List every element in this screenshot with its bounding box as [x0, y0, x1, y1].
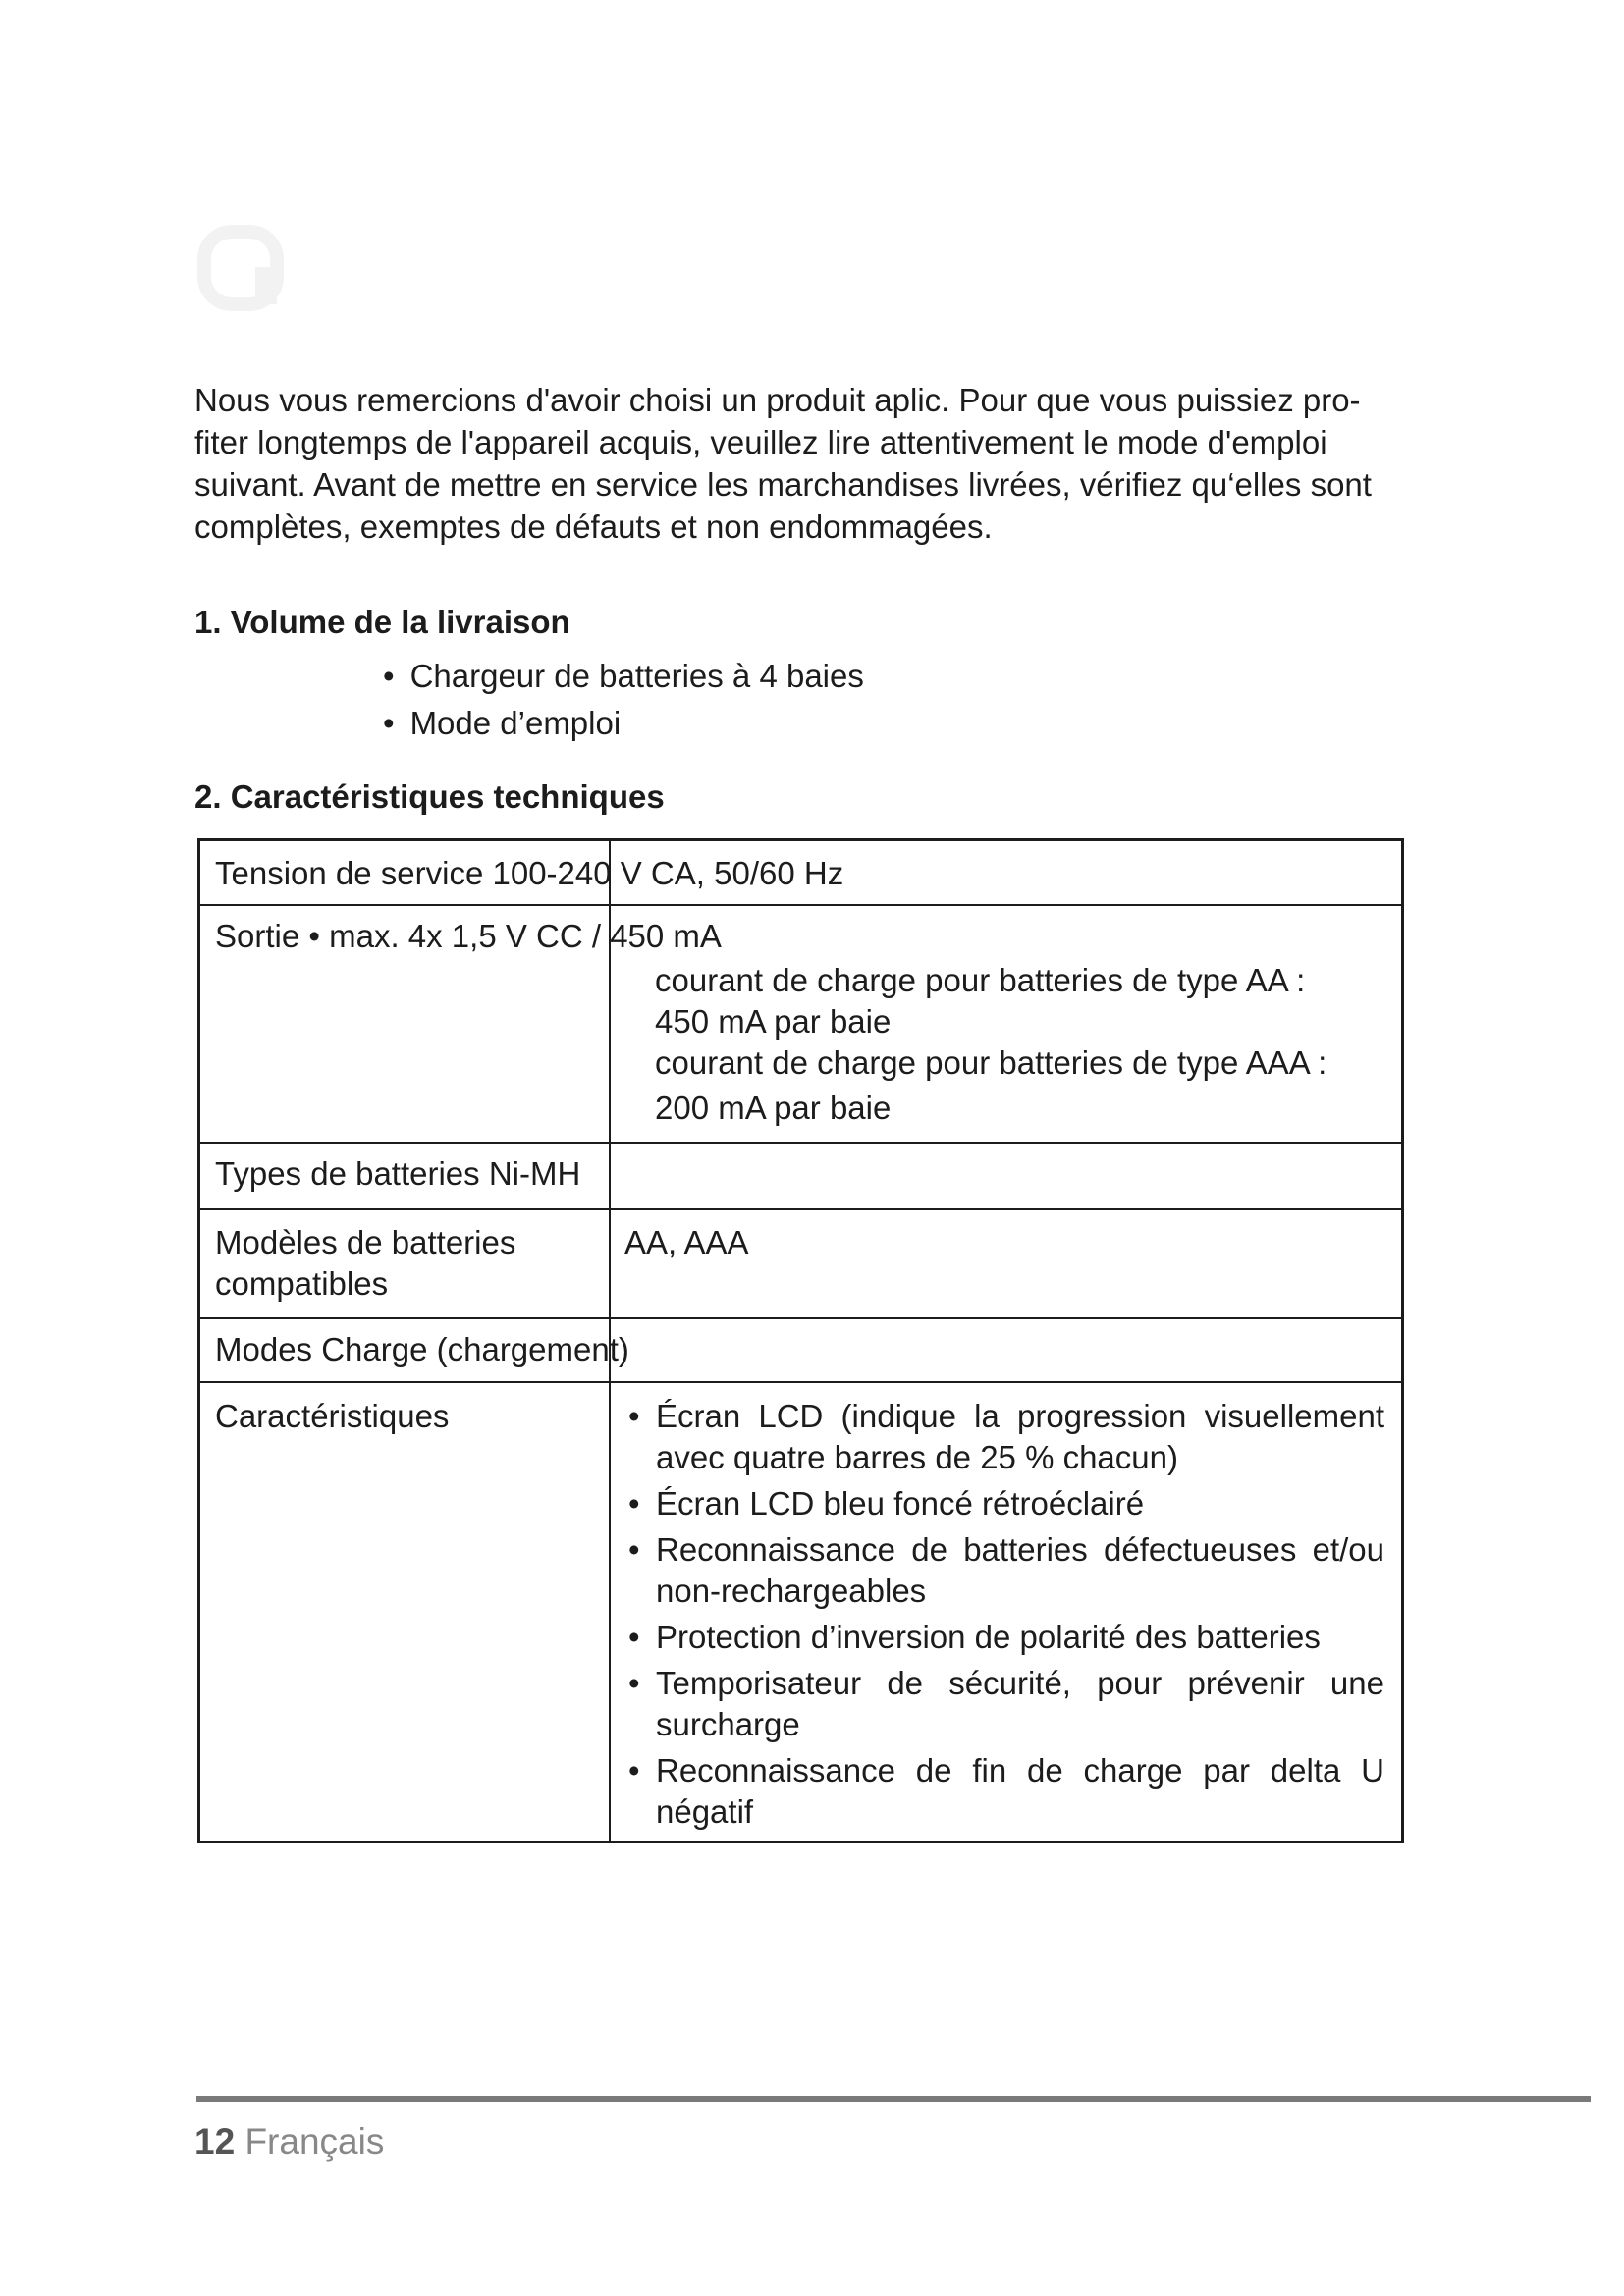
footer-language: Français: [244, 2121, 385, 2162]
page-footer: [194, 2120, 384, 2163]
intro-line: suivant. Avant de mettre en service les marchandises livrées, vérifiez qu‘elles sont: [194, 466, 1372, 503]
section-heading-delivery: 1. Volume de la livraison: [194, 604, 570, 640]
section-heading-specs: 2. Caractéristiques techniques: [194, 778, 665, 815]
feature-item: • Écran LCD bleu foncé rétroéclairé: [628, 1483, 1384, 1524]
feature-item: • Temporisateur de sécurité, pour prévenir une surcharge: [628, 1663, 1384, 1745]
delivery-list: [383, 653, 864, 747]
intro-line: Nous vous remercions d'avoir choisi un produit aplic. Pour que vous puissiez pro-: [194, 382, 1361, 418]
table-divider: [200, 1142, 1401, 1144]
table-divider: [200, 1317, 1401, 1319]
intro-line: complètes, exemptes de défauts et non endommagées.: [194, 508, 993, 545]
brand-logo-icon: [196, 224, 285, 312]
spec-features-list: [628, 1396, 1384, 1838]
spec-output-line: courant de charge pour batteries de type AAA :: [655, 1044, 1327, 1081]
feature-item: • Reconnaissance de batteries défectueuses et/ou non-rechargeables: [628, 1529, 1384, 1612]
spec-models-value: AA, AAA: [624, 1224, 749, 1260]
spec-voltage: Tension de service 100-240 V CA, 50/60 Hz: [215, 855, 844, 891]
spec-output-line: courant de charge pour batteries de type AA :: [655, 962, 1306, 998]
list-item: • Mode d’emploi: [383, 700, 864, 747]
list-item: • Chargeur de batteries à 4 baies: [383, 653, 864, 700]
spec-output-label: Sortie • max. 4x 1,5 V CC / 450 mA: [215, 918, 722, 954]
spec-features-label: Caractéristiques: [215, 1398, 450, 1434]
table-divider: [200, 1208, 1401, 1210]
feature-item: • Écran LCD (indique la progression visuellement avec quatre barres de 25 % chacun): [628, 1396, 1384, 1478]
feature-item: • Reconnaissance de fin de charge par delta U négatif: [628, 1750, 1384, 1833]
table-divider: [200, 1381, 1401, 1383]
table-divider: [200, 904, 1401, 906]
spec-models-label: compatibles: [215, 1265, 389, 1302]
spec-output-line: 450 mA par baie: [655, 1003, 892, 1040]
page-number: 12: [194, 2121, 236, 2162]
spec-output-line: 200 mA par baie: [655, 1090, 892, 1126]
spec-table: [197, 838, 1404, 1843]
spec-battery-types: Types de batteries Ni-MH: [215, 1155, 581, 1192]
footer-divider: [196, 2096, 1591, 2102]
spec-models-label: Modèles de batteries: [215, 1224, 516, 1260]
feature-item: • Protection d’inversion de polarité des batteries: [628, 1617, 1384, 1658]
intro-line: fiter longtemps de l'appareil acquis, veuillez lire attentivement le mode d'emploi: [194, 424, 1327, 460]
spec-modes: Modes Charge (chargement): [215, 1331, 629, 1367]
intro-paragraph: [194, 379, 1402, 548]
